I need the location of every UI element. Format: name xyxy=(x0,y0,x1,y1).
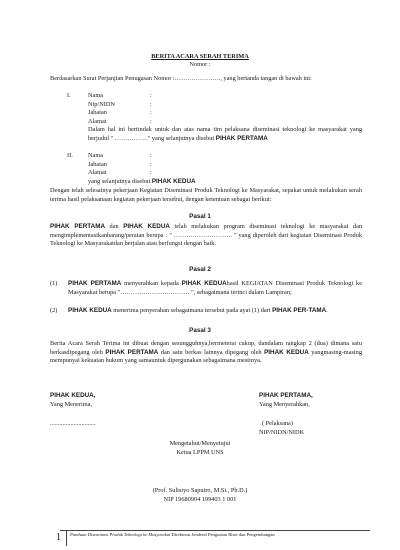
approval-line2: Ketua LPPM UNS xyxy=(176,448,224,456)
party1-nip-label: Nip/NIDN xyxy=(88,100,115,108)
party1-alamat-label: Alamat xyxy=(88,117,107,125)
party2-name-label: Nama xyxy=(88,152,104,159)
party1-nip-sep: : xyxy=(150,100,152,108)
party1-alamat-sep: : xyxy=(150,117,152,125)
party2-jabatan-label: Jabatan xyxy=(88,160,107,168)
intro-paragraph: Berdasarkan Surat Perjanjian Penugasan Nomor :…………………., yang bertanda tangan di bawah ini: xyxy=(50,75,312,82)
approval-line1: Mengetahui/Menyetujui xyxy=(169,440,231,447)
signature-left-role: Yang Menerima, xyxy=(50,400,93,408)
party2-alamat-label: Alamat xyxy=(88,169,107,176)
party1-name-label: Nama xyxy=(88,92,104,99)
party2-description: yang selanjutnya disebut PIHAK KEDUA xyxy=(88,177,196,185)
party2-alamat-sep: : xyxy=(150,169,152,176)
party1-number: I. xyxy=(67,92,71,99)
signature-right-id: NIP/NIDN/NIDK xyxy=(259,429,305,436)
signature-right-party: PIHAK PERTAMA, xyxy=(259,392,313,399)
pasal2-item2-number: (2) xyxy=(50,307,58,314)
pasal2-item2-text: PIHAK KEDUA menerima penyerahan sebagaimana tersebut pada ayat (1) dari PIHAK PER-TAMA. xyxy=(68,307,328,314)
footer-separator xyxy=(66,530,67,546)
footer-divider xyxy=(60,530,370,531)
party1-jabatan-sep: : xyxy=(150,109,152,116)
party2-jabatan-sep: : xyxy=(150,160,152,168)
preamble-paragraph: Dengan telah selesainya pekerjaan Kegiatan Diseminasi Produk Teknologi ke Masyarakat, sepakat untuk melakukan serah terima hasil pelaksanaan kegiatan pekerjaan tersebut, dengan ketentuan sebagai berikut: xyxy=(50,187,362,203)
pasal1-paragraph: PIHAK PERTAMA dan PIHAK KEDUA telah melakukan program diseminasi teknologi ke masyarakat dan mengimplementasikanbarang/peratan berupa : " ………………………. " yang diperoleh dari kegiatan Diseminasi Produk Teknologi ke Masyarakatdan berjalan atau berfungsi dengan baik. xyxy=(50,223,363,248)
party1-designation: PIHAK PERTAMA xyxy=(215,134,268,142)
party1-name-sep: : xyxy=(150,92,152,99)
footer-page-number: 1 xyxy=(56,532,61,543)
party2-designation: PIHAK KEDUA xyxy=(151,177,196,185)
document-title: BERITA ACARA SERAH TERIMA xyxy=(151,53,249,60)
pasal1-heading: Pasal 1 xyxy=(189,213,211,220)
signature-right-role: Yang Menyerahkan, xyxy=(259,400,310,408)
party1-description: Dalam hal ini bertindak untuk dan atas nama tim pelaksana diseminasi teknologi ke masyarakat yang berjudul " ……………." yang selanjutnya disebut PIHAK PERTAMA xyxy=(88,126,362,142)
footer-text: Panduan Diseminasi Produk Teknologi ke Masyarakat Direktorat Jenderal Penguatan Riset dan Pengembangan xyxy=(70,532,275,537)
approval-nip: NIP 19680904 199403 1 001 xyxy=(163,495,237,503)
party2-number: II. xyxy=(67,152,73,159)
party2-name-sep: : xyxy=(150,152,152,159)
approval-name: (Prof. Sulistyo Saputro, M.Si., Ph.D.) xyxy=(152,487,248,494)
document-number: Nomor : xyxy=(189,61,211,68)
party1-jabatan-label: Jabatan xyxy=(88,109,107,116)
signature-left-name-line: ............................. xyxy=(50,420,96,427)
pasal2-item1-text: PIHAK PERTAMA menyerahkan kepada PIHAK KEDUAhasil KEGIATAN Diseminasi Produk Teknologi ke Masyarakat berupa "…………………………… ", sebagaimana terinci dalam Lampiran; xyxy=(68,280,362,296)
pasal3-heading: Pasal 3 xyxy=(189,327,211,334)
pasal2-heading: Pasal 2 xyxy=(189,266,211,273)
signature-left-party: PIHAK KEDUA, xyxy=(50,392,96,399)
pasal2-item1-number: (1) xyxy=(50,280,58,287)
pasal3-paragraph: Berita Acara Serah Terima ini dibuat dengan sesungguhnya,bermeterai cukup, dandalam rangkap 2 (dua) dimana satu berkasdipegang oleh PIHAK PERTAMA dan satu berkas lainnya dipegang oleh PIHAK KEDUA yangmasing-masing mempunyai kekuatan hukum yang samauntuk dipergunakan sebagaimana mestinya. xyxy=(50,340,362,365)
signature-right-name: ( Pelaksana) xyxy=(262,420,293,427)
